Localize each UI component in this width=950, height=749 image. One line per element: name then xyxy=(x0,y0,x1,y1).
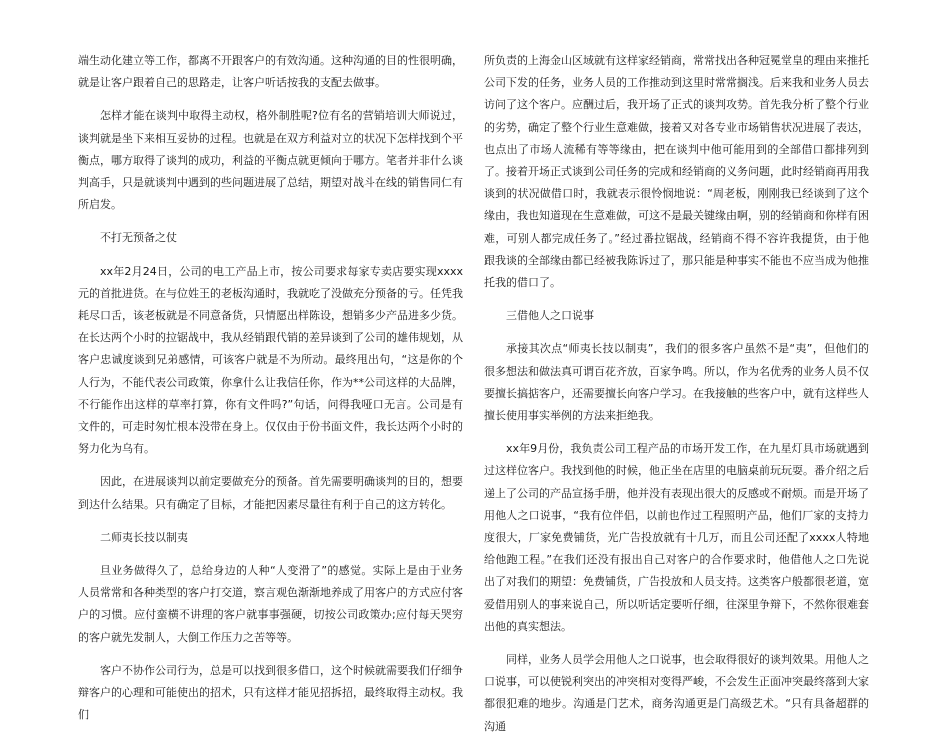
paragraph: 端生动化建立等工作，都离不开跟客户的有效沟通。这种沟通的目的性很明确，就是让客户跟着自己的思路走，让客户听话按我的支配去做事。 xyxy=(78,54,463,90)
paragraph: 所负责的上海金山区域就有这样家经销商，常常找出各种冠冕堂皇的理由来推托公司下发的任务，业务人员的工作推动到这里时常常搁浅。后来我和业务人员去访问了这个客户。应酬过后，我开场了正式的谈判攻势。首先我分析了整个行业的劣势，确定了整个行业生意难做，接着又对各专业市场销售状况进展了表达，也点出了市场人流稀有等等缘由，把在谈判中他可能用到的全部借口都排列到了。接着开场正式谈到公司任务的完成和经销商的义务问题，此时经销商再用我谈到的状况做借口时，我就表示很怜悯地说：“周老板，刚刚我已经谈到了这个缘由，我也知道现在生意难做，可这不是最关键缘由啊，别的经销商和你样有困难，可别人都完成任务了。”经过番拉锯战，经销商不得不容许我提货，由于他跟我谈的全部缘由都已经被我陈诉过了，那只能是种事实不能也不应当成为他推托我的借口了。 xyxy=(484,54,869,290)
left-column xyxy=(78,50,463,737)
paragraph: xx年9月份，我负责公司工程产品的市场开发工作，在九星灯具市场就遇到过这样位客户。我找到他的时候，他正坐在店里的电脑桌前玩玩耍。番介绍之后递上了公司的产品宣扬手册，他并没有表现出很大的反感或不耐烦。而是开场了用他人之口说事，“我有位伴侣，以前也作过工程照明产品，他们厂家的支持力度很大，厂家免费铺货，光广告投放就有十几万，而且公司还配了xxxx人特地给他跑工程。”在我们还没有报出自己对客户的合作要求时，他借他人之口先说出了对我们的期望：免费铺货，广告投放和人员支持。这类客户般都很老道，宽爱借用别人的事来说自己，所以听话定要听仔细，往深里争辩下，不然你很难套出他的真实想法。 xyxy=(484,442,869,633)
right-column xyxy=(484,50,869,749)
paragraph: 客户不协作公司行为，总是可以找到很多借口，这个时候就需要我们仔细争辩客户的心理和可能使出的招术，只有这样才能见招拆招，最终取得主动权。我们 xyxy=(78,663,463,722)
paragraph: 同样，业务人员学会用他人之口说事，也会取得很好的谈判效果。用他人之口说事，可以使锐利突出的冲突相对变得严峻，不会发生正面冲突最终落到大家都很犯难的地步。沟通是门艺术，商务沟通更是门高级艺术。“只有具备超群的沟通 xyxy=(484,653,869,733)
paragraph: 怎样才能在谈判中取得主动权，格外制胜呢?位有名的营销培训大师说过，谈判就是坐下来相互妥协的过程。也就是在双方利益对立的状况下怎样找到个平衡点，哪方取得了谈判的成功，利益的平衡点就更倾向于哪方。笔者并非什么谈判高手，只是就谈判中遇到的些问题进展了总结，期望对战斗在线的销售同仁有所启发。 xyxy=(78,109,463,212)
section-heading: 不打无预备之仗 xyxy=(100,231,177,245)
paragraph: 因此，在进展谈判以前定要做充分的预备。首先需要明确谈判的目的，想要到达什么结果。只有确定了目标，才能把因素尽量往有利于自己的这方转化。 xyxy=(78,475,463,511)
section-heading: 三借他人之口说事 xyxy=(506,309,594,323)
paragraph: xx年2月24日，公司的电工产品上市，按公司要求每家专卖店要实现xxxx元的首批进货。在与位姓王的老板沟通时，我就吃了没做充分预备的亏。任凭我耗尽口舌，该老板就是不同意备货，只情愿出样陈设，想销多少产品进多少货。在长达两个小时的拉锯战中，我从经销跟代销的差异谈到了公司的雄伟规划，从客户忠诚度谈到兄弟感情，可该客户就是不为所动。最终甩出句，“这是你的个人行为，不能代表公司政策，你拿什么让我信任你，作为**公司这样的大品牌，不行能作出这样的草率打算，你有文件吗?”句话，问得我哑口无言。公司是有文件的，可走时匆忙根本没带在身上。仅仅由于份书面文件，我长达两个小时的努力化为乌有。 xyxy=(78,264,463,456)
paragraph: 承接其次点“师夷长技以制夷”，我们的很多客户虽然不是“夷”，但他们的很多想法和做法真可谓百花齐放，百家争鸣。所以，作为名优秀的业务人员不仅要擅长搞掂客户，还需要擅长向客户学习。在我接触的些客户中，就有这样些人擅长使用事实举例的方法来拒绝我。 xyxy=(484,342,869,423)
paragraph: 旦业务做得久了，总给身边的人种“人变滑了”的感觉。实际上是由于业务人员常常和各种类型的客户打交道，察言观色渐渐地养成了用客户的方式应付客户的习惯。应付蛮横不讲理的客户就事事强硬，切按公司政策办;应付每天哭穷的客户就先发制人，大倒工作压力之苦等等。 xyxy=(78,564,463,644)
section-heading: 二师夷长技以制夷 xyxy=(100,530,188,544)
